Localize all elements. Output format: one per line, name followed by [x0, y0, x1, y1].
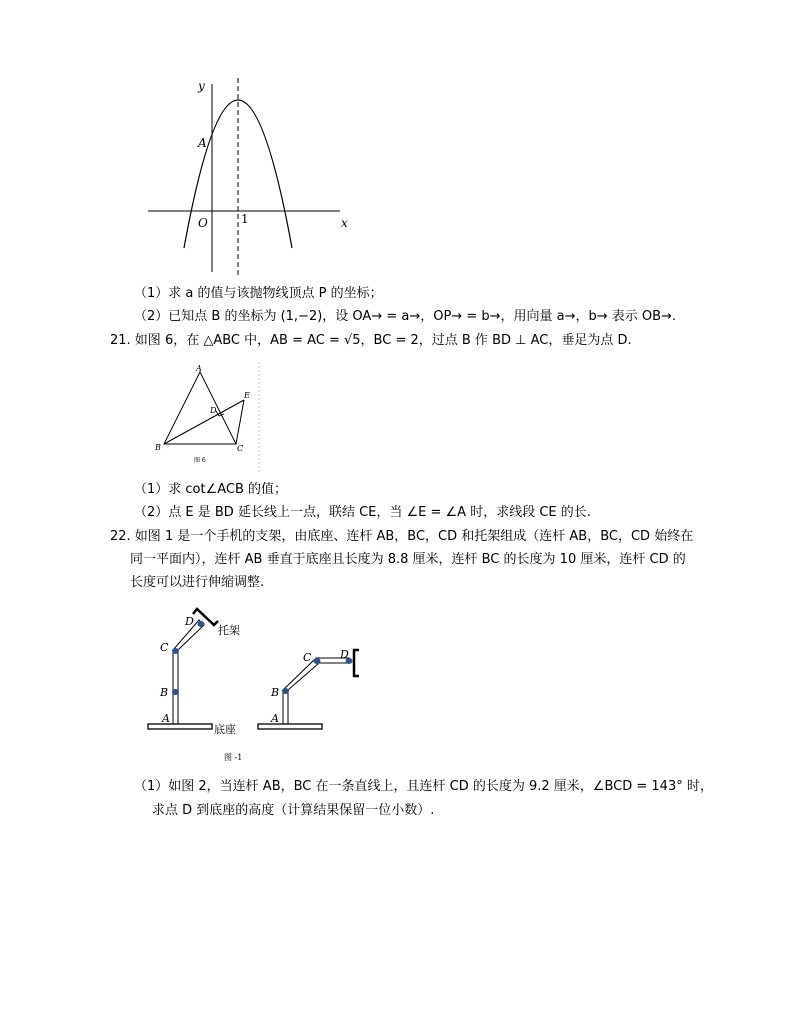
origin-label: O: [198, 216, 208, 230]
base-label: 底座: [214, 723, 236, 736]
y-axis-label: y: [198, 79, 205, 93]
tick-1-label: 1: [241, 212, 249, 226]
q20-part1: （1）求 a 的值与该抛物线顶点 P 的坐标；: [134, 286, 383, 301]
label-C: C: [237, 444, 244, 453]
joint-b-2: [282, 688, 289, 694]
joint-c-2: [314, 658, 321, 664]
stand2-label-D: D: [340, 648, 349, 661]
figure-6-caption: 图 6: [194, 457, 206, 464]
joint-b-1: [172, 689, 179, 695]
stand1-label-B: B: [160, 686, 169, 699]
figure-1-caption: 图 -1: [224, 753, 243, 762]
q20-part2: （2）已知点 B 的坐标为 (1,−2)，设 OA→ = a→，OP→ = b→，用向量 a→，b→ 表示 OB→.: [134, 309, 677, 324]
holder-2: [354, 650, 359, 676]
joint-d-1: [198, 621, 205, 627]
stand2-label-A: A: [271, 712, 279, 725]
q22-stem-line2: 同一平面内），连杆 AB 垂直于底座且长度为 8.8 厘米，连杆 BC 的长度为 10 厘米，连杆 CD 的: [130, 552, 686, 567]
q22-part1-line2: 求点 D 到底座的高度（计算结果保留一位小数）.: [152, 803, 435, 818]
segment-ce: [236, 400, 244, 444]
stand2-label-B: B: [271, 686, 280, 699]
base-2: [258, 724, 322, 729]
stand1-label-C: C: [160, 641, 169, 654]
point-A-label: A: [198, 136, 207, 150]
stand1-label-A: A: [162, 712, 170, 725]
rod-ab-1: [173, 650, 178, 724]
q21-part1: （1）求 cot∠ACB 的值；: [134, 482, 288, 497]
q22-part1-line1: （1）如图 2，当连杆 AB，BC 在一条直线上，且连杆 CD 的长度为 9.2 厘米，∠BCD = 143° 时，: [134, 779, 713, 794]
rod-bc-2: [283, 660, 318, 690]
phone-stand-figure: [140, 600, 380, 775]
label-E: E: [244, 391, 250, 400]
base-1: [148, 724, 212, 729]
stand1-label-D: D: [185, 615, 194, 628]
triangle-abc: [164, 372, 236, 444]
x-axis-label: x: [341, 216, 348, 230]
label-A: A: [196, 364, 202, 373]
q21-part2: （2）点 E 是 BD 延长线上一点，联结 CE，当 ∠E = ∠A 时，求线段 CE 的长.: [134, 505, 591, 520]
triangle-figure: [150, 362, 270, 472]
q22-stem-line1: 22. 如图 1 是一个手机的支架，由底座、连杆 AB，BC，CD 和托架组成（连杆 AB，BC，CD 始终在: [110, 529, 694, 544]
rod-ab-2: [283, 690, 288, 724]
q22-stem-line3: 长度可以进行伸缩调整.: [130, 575, 265, 590]
joint-c-1: [172, 648, 179, 654]
label-B: B: [155, 443, 161, 452]
parabola-figure: [140, 72, 360, 282]
holder-label: 托架: [218, 624, 240, 637]
segment-be: [164, 400, 244, 444]
stand2-label-C: C: [303, 651, 312, 664]
label-D: D: [210, 406, 217, 415]
q21-stem: 21. 如图 6，在 △ABC 中，AB = AC = √5，BC = 2，过点 B 作 BD ⊥ AC，垂足为点 D.: [110, 333, 632, 348]
